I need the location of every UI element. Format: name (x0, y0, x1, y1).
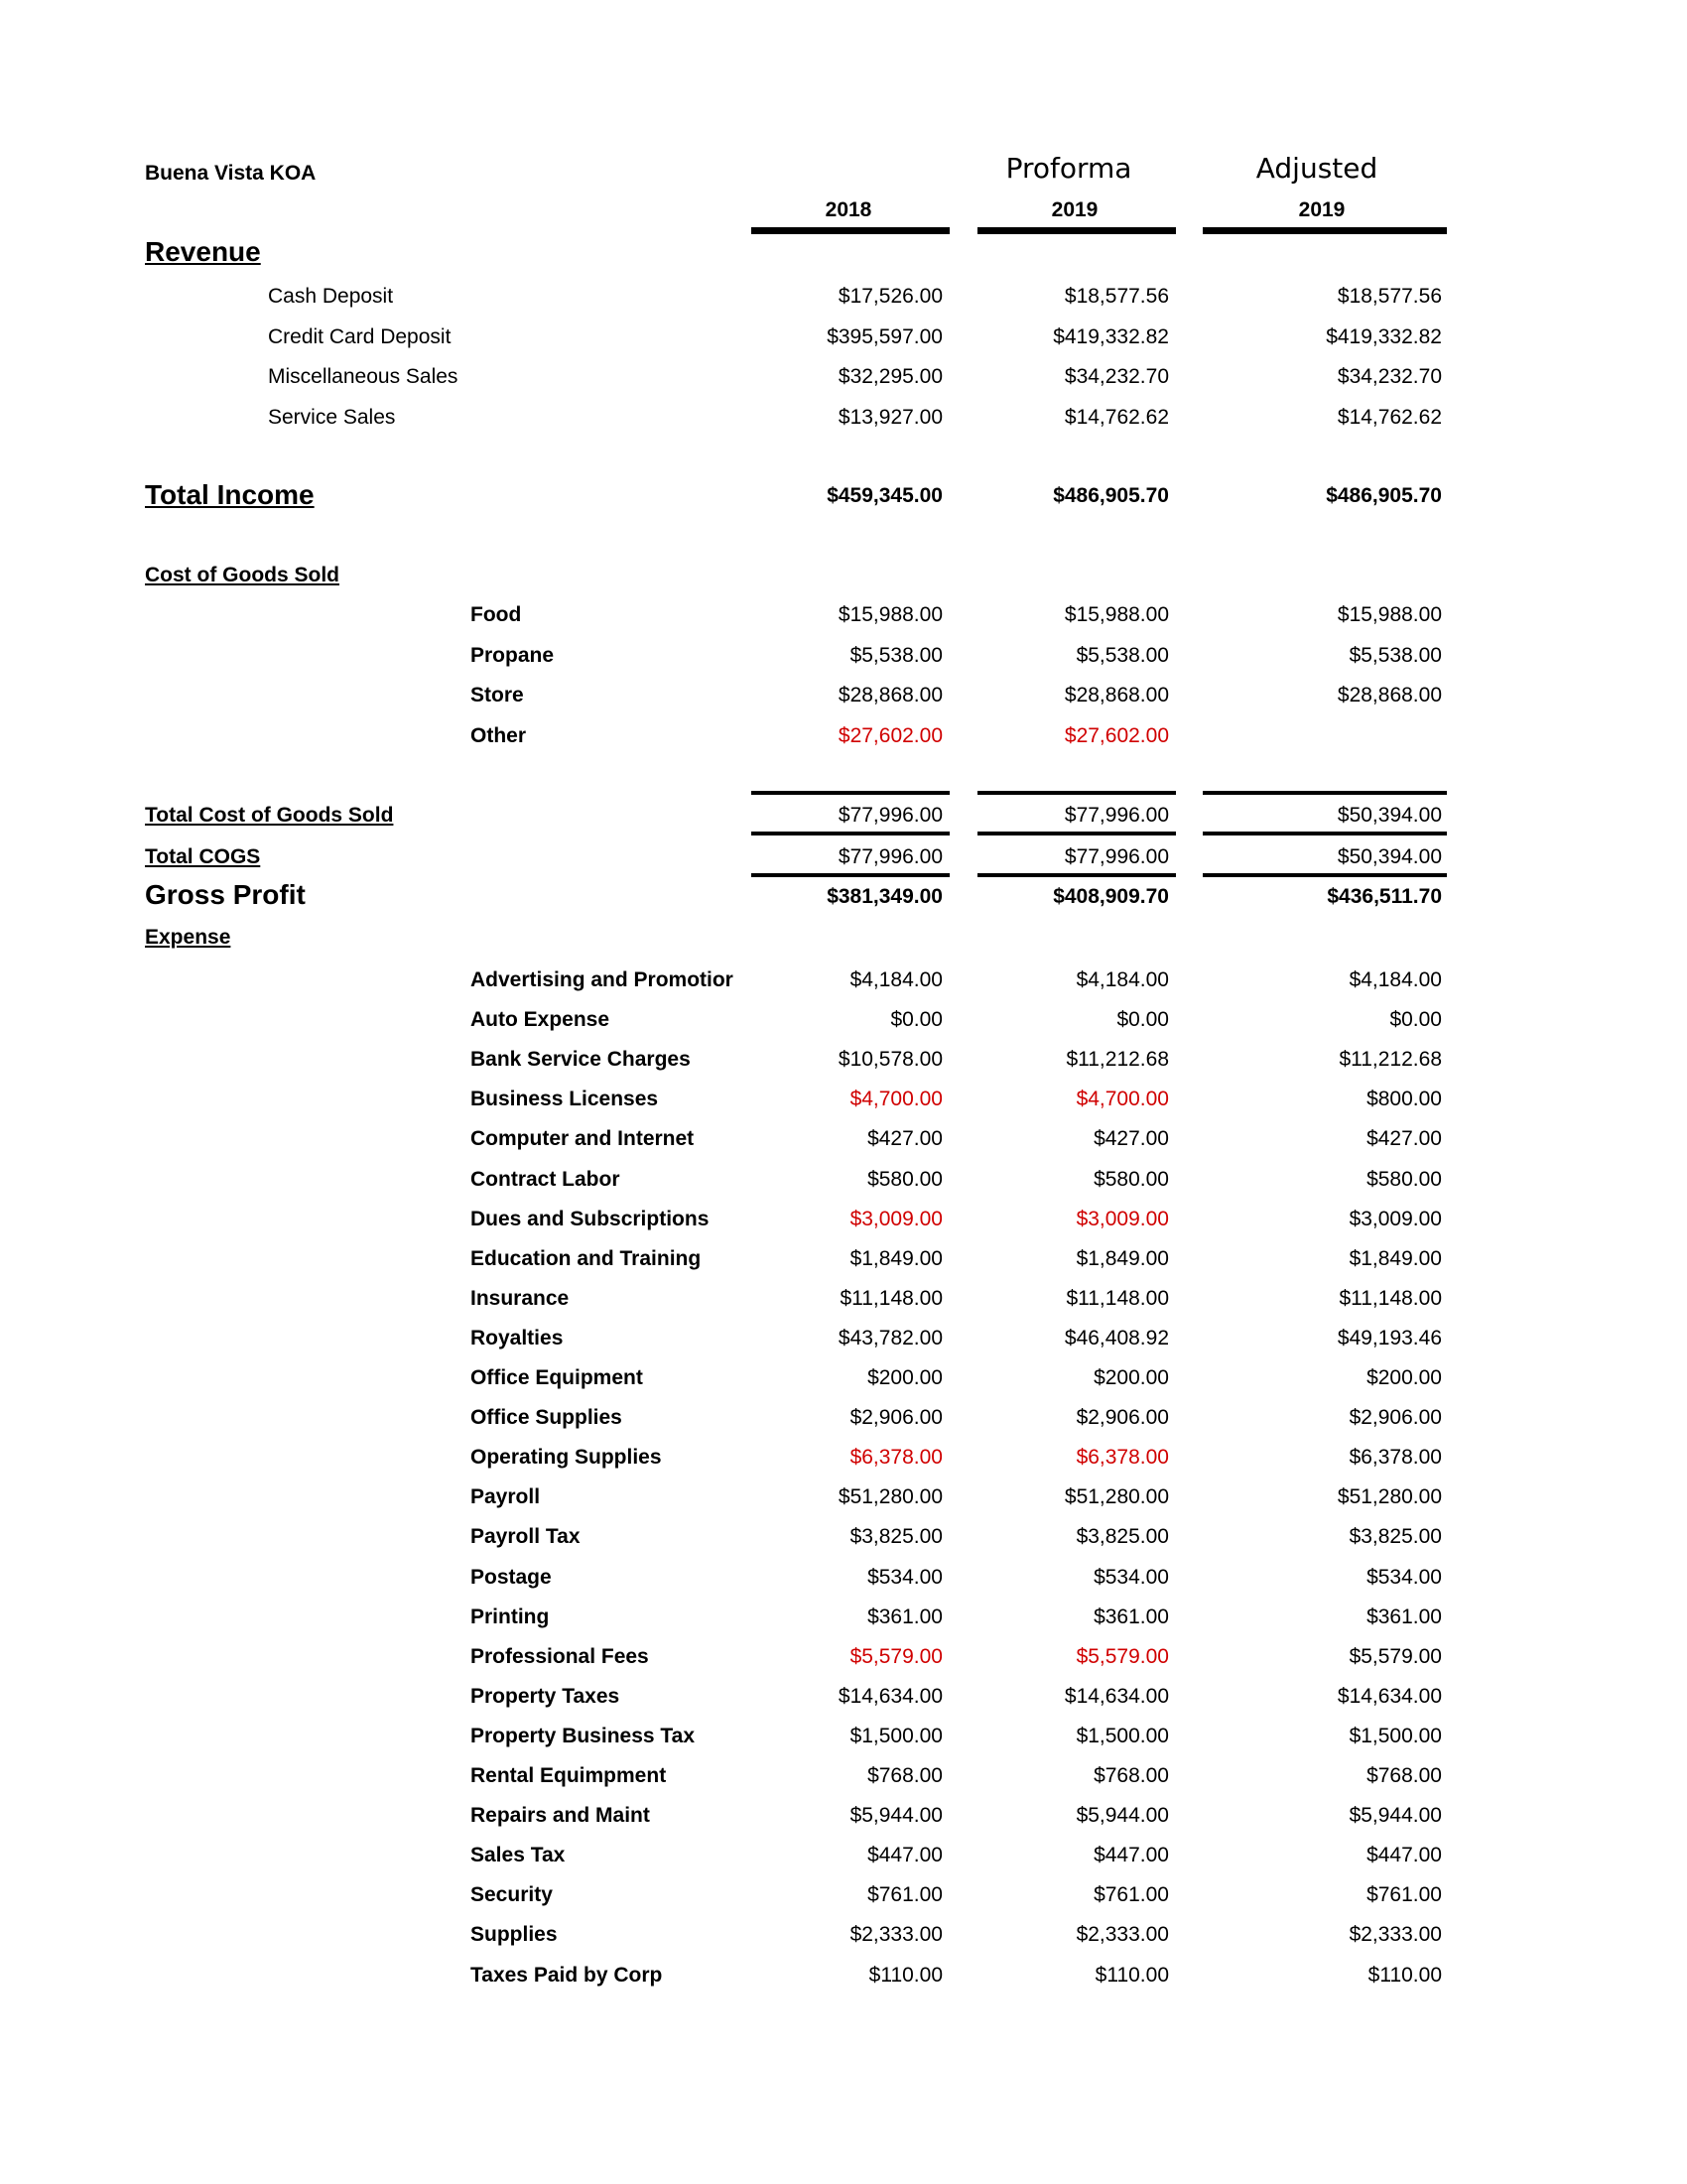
revenue-row-value: $17,526.00 (838, 285, 943, 308)
revenue-row-value: $14,762.62 (1337, 405, 1442, 429)
revenue-row-value: $32,295.00 (838, 365, 943, 388)
expense-row-label: Royalties (470, 1326, 564, 1349)
expense-row-value: $1,500.00 (849, 1724, 943, 1747)
total-cogs-sold-proforma: $77,996.00 (1064, 804, 1169, 827)
expense-row-value: $14,634.00 (1337, 1684, 1442, 1708)
expense-heading: Expense (145, 926, 231, 949)
cogs-row-value: $5,538.00 (1349, 643, 1442, 667)
cogs-row-label: Propane (470, 643, 555, 667)
expense-row-value: $3,825.00 (849, 1525, 943, 1549)
expense-row-value: $4,700.00 (1076, 1088, 1169, 1111)
revenue-row-value: $14,762.62 (1064, 405, 1169, 429)
expense-row-value: $11,148.00 (1066, 1286, 1169, 1310)
expense-row-value: $11,212.68 (1339, 1048, 1442, 1072)
expense-row-value: $0.00 (890, 1008, 943, 1032)
cogs-row-value: $5,538.00 (1076, 643, 1169, 667)
expense-row-value: $200.00 (1094, 1366, 1169, 1389)
expense-row-value: $768.00 (867, 1764, 943, 1787)
expense-row-value: $4,700.00 (849, 1088, 943, 1111)
total-cogs-proforma: $77,996.00 (1064, 845, 1169, 868)
total-cogs-sold-adjusted: $50,394.00 (1337, 804, 1442, 827)
expense-row-value: $2,333.00 (849, 1923, 943, 1947)
expense-row-value: $5,579.00 (1349, 1644, 1442, 1668)
expense-row-value: $1,500.00 (1349, 1724, 1442, 1747)
revenue-row-label: Miscellaneous Sales (268, 365, 458, 388)
expense-row-label: Business Licenses (470, 1088, 659, 1111)
expense-row-label: Property Taxes (470, 1684, 620, 1708)
total-cogs-label: Total COGS (145, 845, 261, 868)
expense-row-value: $51,280.00 (838, 1485, 943, 1509)
expense-row-value: $1,500.00 (1076, 1724, 1169, 1747)
expense-row-label: Auto Expense (470, 1008, 610, 1032)
header-rule-2018 (751, 227, 950, 234)
expense-row-value: $534.00 (1094, 1565, 1169, 1589)
cogs-row-label: Other (470, 723, 527, 747)
cogs-heading: Cost of Goods Sold (145, 564, 339, 586)
expense-row-value: $3,825.00 (1076, 1525, 1169, 1549)
expense-row-value: $3,009.00 (849, 1207, 943, 1230)
cogs-row-value: $28,868.00 (1337, 684, 1442, 707)
total-cogs-sold-label: Total Cost of Goods Sold (145, 804, 394, 827)
expense-row-value: $2,906.00 (1076, 1406, 1169, 1430)
expense-row-value: $51,280.00 (1337, 1485, 1442, 1509)
column-year-proforma-2019: 2019 (1051, 198, 1099, 221)
total-income-2018: $459,345.00 (827, 484, 943, 507)
cogs-row-value: $28,868.00 (838, 684, 943, 707)
expense-row-value: $11,212.68 (1066, 1048, 1169, 1072)
total-rule-proforma (977, 832, 1176, 835)
expense-row-label: Postage (470, 1565, 552, 1589)
expense-row-value: $1,849.00 (849, 1246, 943, 1270)
expense-row-value: $3,009.00 (1076, 1207, 1169, 1230)
expense-row-value: $447.00 (1366, 1844, 1442, 1867)
expense-row-value: $761.00 (1366, 1883, 1442, 1907)
expense-row-value: $14,634.00 (1064, 1684, 1169, 1708)
expense-row-value: $361.00 (1366, 1605, 1442, 1628)
expense-row-value: $2,906.00 (849, 1406, 943, 1430)
expense-row-value: $46,408.92 (1064, 1326, 1169, 1349)
cogs-row-value: $15,988.00 (1064, 603, 1169, 626)
expense-row-label: Education and Training (470, 1246, 702, 1270)
column-group-adjusted: Adjusted (1255, 152, 1378, 185)
expense-row-value: $6,378.00 (1076, 1446, 1169, 1470)
expense-row-label: Contract Labor (470, 1167, 620, 1191)
gross-profit-2018: $381,349.00 (827, 885, 943, 908)
expense-row-value: $447.00 (1094, 1844, 1169, 1867)
expense-row-value: $427.00 (1366, 1127, 1442, 1151)
expense-row-value: $427.00 (867, 1127, 943, 1151)
total-income-adjusted: $486,905.70 (1326, 484, 1442, 507)
expense-row-label: Security (470, 1883, 553, 1907)
gp-rule-proforma (977, 873, 1176, 877)
revenue-row-label: Credit Card Deposit (268, 324, 452, 348)
revenue-row-value: $34,232.70 (1337, 365, 1442, 388)
expense-row-value: $534.00 (1366, 1565, 1442, 1589)
expense-row-label: Taxes Paid by Corp (470, 1963, 663, 1987)
expense-row-value: $5,944.00 (1076, 1804, 1169, 1828)
expense-row-value: $6,378.00 (1349, 1446, 1442, 1470)
expense-row-label: Operating Supplies (470, 1446, 662, 1470)
company-name: Buena Vista KOA (145, 162, 317, 185)
header-rule-proforma (977, 227, 1176, 234)
revenue-row-value: $419,332.82 (1326, 324, 1442, 348)
expense-row-value: $4,184.00 (849, 968, 943, 991)
expense-row-value: $1,849.00 (1349, 1246, 1442, 1270)
expense-row-label: Computer and Internet (470, 1127, 695, 1151)
expense-row-value: $427.00 (1094, 1127, 1169, 1151)
cogs-row-value: $15,988.00 (1337, 603, 1442, 626)
expense-row-value: $5,579.00 (849, 1644, 943, 1668)
revenue-row-value: $395,597.00 (827, 324, 943, 348)
cogs-row-value: $28,868.00 (1064, 684, 1169, 707)
expense-row-value: $768.00 (1366, 1764, 1442, 1787)
expense-row-value: $761.00 (867, 1883, 943, 1907)
revenue-row-value: $34,232.70 (1064, 365, 1169, 388)
gross-profit-label: Gross Profit (145, 879, 306, 910)
expense-row-value: $2,333.00 (1076, 1923, 1169, 1947)
revenue-row-value: $13,927.00 (838, 405, 943, 429)
expense-row-value: $768.00 (1094, 1764, 1169, 1787)
revenue-row-value: $18,577.56 (1337, 285, 1442, 308)
gross-profit-proforma: $408,909.70 (1053, 885, 1169, 908)
expense-row-value: $0.00 (1389, 1008, 1442, 1032)
cogs-row-label: Store (470, 684, 524, 707)
expense-row-value: $14,634.00 (838, 1684, 943, 1708)
expense-row-value: $11,148.00 (1339, 1286, 1442, 1310)
expense-row-value: $200.00 (1366, 1366, 1442, 1389)
expense-row-label: Dues and Subscriptions (470, 1207, 710, 1230)
cogs-rule-adjusted (1203, 791, 1447, 795)
expense-row-label: Supplies (470, 1923, 558, 1947)
expense-row-value: $3,825.00 (1349, 1525, 1442, 1549)
expense-row-value: $4,184.00 (1349, 968, 1442, 991)
gross-profit-adjusted: $436,511.70 (1327, 885, 1442, 908)
expense-row-value: $49,193.46 (1337, 1326, 1442, 1349)
expense-row-label: Property Business Tax (470, 1724, 696, 1747)
expense-row-label: Sales Tax (470, 1844, 566, 1867)
expense-row-value: $5,944.00 (849, 1804, 943, 1828)
expense-row-label: Insurance (470, 1286, 570, 1310)
expense-row-value: $534.00 (867, 1565, 943, 1589)
expense-row-label: Payroll Tax (470, 1525, 581, 1549)
expense-row-value: $11,148.00 (840, 1286, 943, 1310)
cogs-rule-proforma (977, 791, 1176, 795)
expense-row-value: $110.00 (1367, 1963, 1442, 1987)
gp-rule-adjusted (1203, 873, 1447, 877)
expense-row-value: $5,579.00 (1076, 1644, 1169, 1668)
expense-row-value: $2,333.00 (1349, 1923, 1442, 1947)
column-year-2018: 2018 (825, 198, 872, 221)
column-year-adjusted-2019: 2019 (1298, 198, 1346, 221)
revenue-row-label: Service Sales (268, 405, 396, 429)
expense-row-label: Office Supplies (470, 1406, 622, 1430)
revenue-row-label: Cash Deposit (268, 285, 394, 308)
revenue-row-value: $419,332.82 (1053, 324, 1169, 348)
header-rule-adjusted (1203, 227, 1447, 234)
cogs-row-label: Food (470, 603, 522, 626)
expense-row-value: $761.00 (1094, 1883, 1169, 1907)
expense-row-value: $43,782.00 (838, 1326, 943, 1349)
expense-row-value: $447.00 (867, 1844, 943, 1867)
expense-row-value: $2,906.00 (1349, 1406, 1442, 1430)
expense-row-label: Office Equipment (470, 1366, 643, 1389)
expense-row-value: $6,378.00 (849, 1446, 943, 1470)
cogs-row-value: $27,602.00 (1064, 723, 1169, 747)
expense-row-value: $580.00 (867, 1167, 943, 1191)
expense-row-value: $4,184.00 (1076, 968, 1169, 991)
expense-row-value: $361.00 (867, 1605, 943, 1628)
expense-row-value: $10,578.00 (838, 1048, 943, 1072)
expense-row-label: Payroll (470, 1485, 541, 1509)
expense-row-value: $361.00 (1094, 1605, 1169, 1628)
cogs-rule-2018 (751, 791, 950, 795)
expense-row-label: Bank Service Charges (470, 1048, 691, 1072)
expense-row-value: $1,849.00 (1076, 1246, 1169, 1270)
revenue-row-value: $18,577.56 (1064, 285, 1169, 308)
expense-row-value: $0.00 (1116, 1008, 1169, 1032)
expense-row-value: $110.00 (1095, 1963, 1169, 1987)
total-cogs-sold-2018: $77,996.00 (838, 804, 943, 827)
total-rule-2018 (751, 832, 950, 835)
expense-row-label: Professional Fees (470, 1644, 649, 1668)
cogs-row-value: $15,988.00 (838, 603, 943, 626)
expense-row-value: $51,280.00 (1064, 1485, 1169, 1509)
column-group-proforma: Proforma (1005, 152, 1132, 185)
expense-row-value: $800.00 (1366, 1088, 1442, 1111)
total-cogs-adjusted: $50,394.00 (1337, 845, 1442, 868)
expense-row-label: Printing (470, 1605, 550, 1628)
expense-row-value: $200.00 (867, 1366, 943, 1389)
total-income-label: Total Income (145, 479, 315, 510)
revenue-heading: Revenue (145, 236, 261, 267)
cogs-row-value: $27,602.00 (838, 723, 943, 747)
total-rule-adjusted (1203, 832, 1447, 835)
gp-rule-2018 (751, 873, 950, 877)
cogs-row-value: $5,538.00 (849, 643, 943, 667)
expense-row-label: Rental Equimpment (470, 1764, 667, 1787)
expense-row-value: $580.00 (1366, 1167, 1442, 1191)
expense-row-value: $3,009.00 (1349, 1207, 1442, 1230)
total-income-proforma: $486,905.70 (1053, 484, 1169, 507)
total-cogs-2018: $77,996.00 (838, 845, 943, 868)
expense-row-value: $580.00 (1094, 1167, 1169, 1191)
expense-row-label: Advertising and Promotior (470, 968, 733, 991)
expense-row-value: $5,944.00 (1349, 1804, 1442, 1828)
expense-row-value: $110.00 (868, 1963, 943, 1987)
expense-row-label: Repairs and Maint (470, 1804, 650, 1828)
